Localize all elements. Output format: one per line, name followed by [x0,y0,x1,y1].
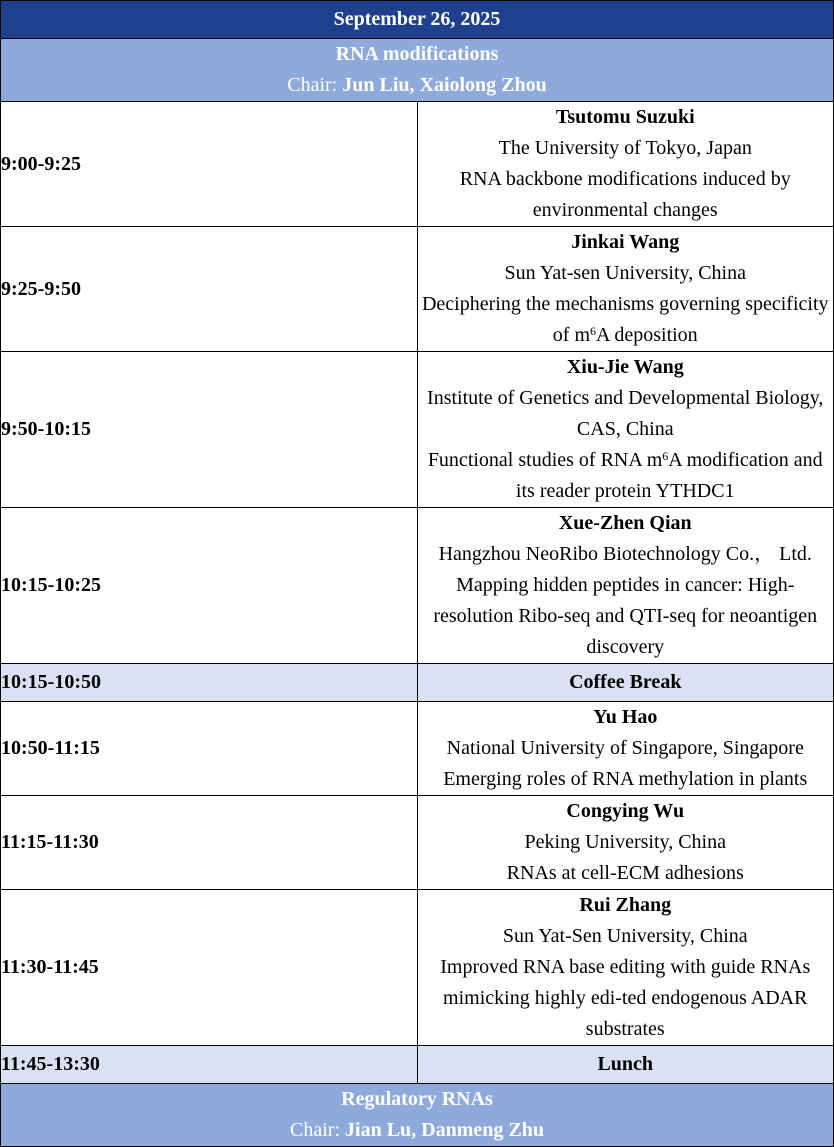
time-slot: 9:50-10:15 [1,352,418,508]
time-slot: 9:00-9:25 [1,102,418,227]
talk-row [1,890,834,1046]
time-slot: 10:50-11:15 [1,702,418,796]
talk-row [1,102,834,227]
talk-title: Emerging roles of RNA methylation in plants [443,768,808,790]
speaker-name: Jinkai Wang [571,231,680,253]
chair-label: Chair: [287,74,343,96]
speaker-affiliation: Sun Yat-Sen University, China [502,925,748,947]
date-header-row [1,1,834,39]
speaker-affiliation: Peking University, China [524,831,726,853]
superscript: 6 [590,324,597,338]
session-header-row [1,39,834,102]
time-slot: 9:25-9:50 [1,227,418,352]
speaker-name: Tsutomu Suzuki [555,106,695,128]
talk-row [1,227,834,352]
time-slot: 11:30-11:45 [1,890,418,1046]
time-slot: 10:15-10:50 [1,664,418,702]
talk-title-part: A modification and its reader protein YTHDC1 [515,449,823,502]
time-slot: 10:15-10:25 [1,508,418,664]
break-row [1,664,834,702]
time-slot: 11:45-13:30 [1,1046,418,1084]
talk-cell [417,796,834,890]
break-label: Lunch [417,1046,834,1084]
chair-names: Jian Lu, Danmeng Zhu [345,1119,544,1141]
talk-title [418,289,834,351]
date-header: September 26, 2025 [1,1,834,39]
talk-title: Mapping hidden peptides in cancer: High-resolution Ribo-seq and QTI-seq for neoantigen discovery [433,574,818,658]
talk-cell [417,702,834,796]
speaker-name: Xiu-Jie Wang [566,356,684,378]
session-title: Regulatory RNAs [341,1088,493,1110]
talk-title: RNAs at cell-ECM adhesions [506,862,744,884]
speaker-affiliation: National University of Singapore, Singapore [446,737,804,759]
time-slot: 11:15-11:30 [1,796,418,890]
talk-row [1,352,834,508]
talk-cell [417,508,834,664]
speaker-affiliation: Institute of Genetics and Developmental Biology, CAS, China [427,387,824,440]
talk-title-part: Functional studies of RNA m [427,449,663,471]
talk-row [1,508,834,664]
talk-cell [417,227,834,352]
speaker-affiliation: Hangzhou NeoRibo Biotechnology Co.， Ltd. [438,543,812,565]
session-title: RNA modifications [335,43,499,65]
talk-title: Improved RNA base editing with guide RNAs mimicking highly edi-ted endogenous ADAR substrates [440,956,811,1040]
talk-cell [417,102,834,227]
break-row [1,1046,834,1084]
session-header-row [1,1084,834,1147]
talk-title: RNA backbone modifications induced by environmental changes [459,168,791,221]
speaker-name: Congying Wu [566,800,685,822]
chair-label: Chair: [290,1119,346,1141]
speaker-name: Xue-Zhen Qian [558,512,692,534]
break-label: Coffee Break [417,664,834,702]
talk-row [1,796,834,890]
speaker-affiliation: The University of Tokyo, Japan [498,137,752,159]
session-header [1,1084,834,1147]
talk-cell [417,890,834,1046]
talk-row [1,702,834,796]
superscript: 6 [662,449,669,463]
talk-cell [417,352,834,508]
speaker-affiliation: Sun Yat-sen University, China [504,262,746,284]
speaker-name: Yu Hao [593,706,658,728]
talk-title [418,445,834,507]
talk-title-part: A deposition [596,324,698,346]
chair-names: Jun Liu, Xaiolong Zhou [342,74,547,96]
speaker-name: Rui Zhang [579,894,672,916]
talk-title-part: Deciphering the mechanisms governing specificity of m [421,293,829,346]
session-header [1,39,834,102]
